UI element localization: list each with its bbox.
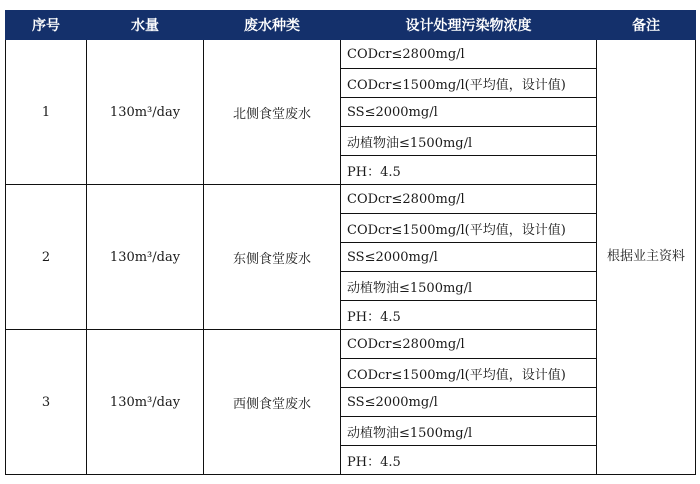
row-volume: 130m³/day (87, 330, 204, 475)
row-no: 2 (6, 185, 87, 330)
concentration-cell: CODcr≤1500mg/l(平均值，设计值) (341, 359, 597, 388)
concentration-cell: SS≤2000mg/l (341, 98, 597, 127)
header-row (6, 11, 696, 40)
header-concentration: 设计处理污染物浓度 (341, 11, 597, 40)
row-type: 西侧食堂废水 (204, 330, 341, 475)
row-type: 北侧食堂废水 (204, 40, 341, 185)
concentration-cell: CODcr≤2800mg/l (341, 185, 597, 214)
concentration-cell: CODcr≤1500mg/l(平均值，设计值) (341, 69, 597, 98)
note-cell: 根据业主资料 (597, 40, 696, 475)
concentration-cell: CODcr≤2800mg/l (341, 40, 597, 69)
concentration-cell: PH：4.5 (341, 446, 597, 475)
header-volume: 水量 (87, 11, 204, 40)
concentration-cell: 动植物油≤1500mg/l (341, 272, 597, 301)
concentration-cell: 动植物油≤1500mg/l (341, 127, 597, 156)
concentration-cell: PH：4.5 (341, 156, 597, 185)
header-no: 序号 (6, 11, 87, 40)
row-type: 东侧食堂废水 (204, 185, 341, 330)
header-type: 废水种类 (204, 11, 341, 40)
table-row (6, 330, 696, 359)
concentration-cell: CODcr≤2800mg/l (341, 330, 597, 359)
wastewater-table-container (5, 10, 695, 479)
concentration-cell: SS≤2000mg/l (341, 243, 597, 272)
table-row (6, 40, 696, 69)
row-no: 1 (6, 40, 87, 185)
row-volume: 130m³/day (87, 185, 204, 330)
concentration-cell: PH：4.5 (341, 301, 597, 330)
concentration-cell: CODcr≤1500mg/l(平均值，设计值) (341, 214, 597, 243)
header-note: 备注 (597, 11, 696, 40)
wastewater-table (5, 10, 696, 475)
table-row (6, 185, 696, 214)
row-no: 3 (6, 330, 87, 475)
row-volume: 130m³/day (87, 40, 204, 185)
concentration-cell: 动植物油≤1500mg/l (341, 417, 597, 446)
concentration-cell: SS≤2000mg/l (341, 388, 597, 417)
